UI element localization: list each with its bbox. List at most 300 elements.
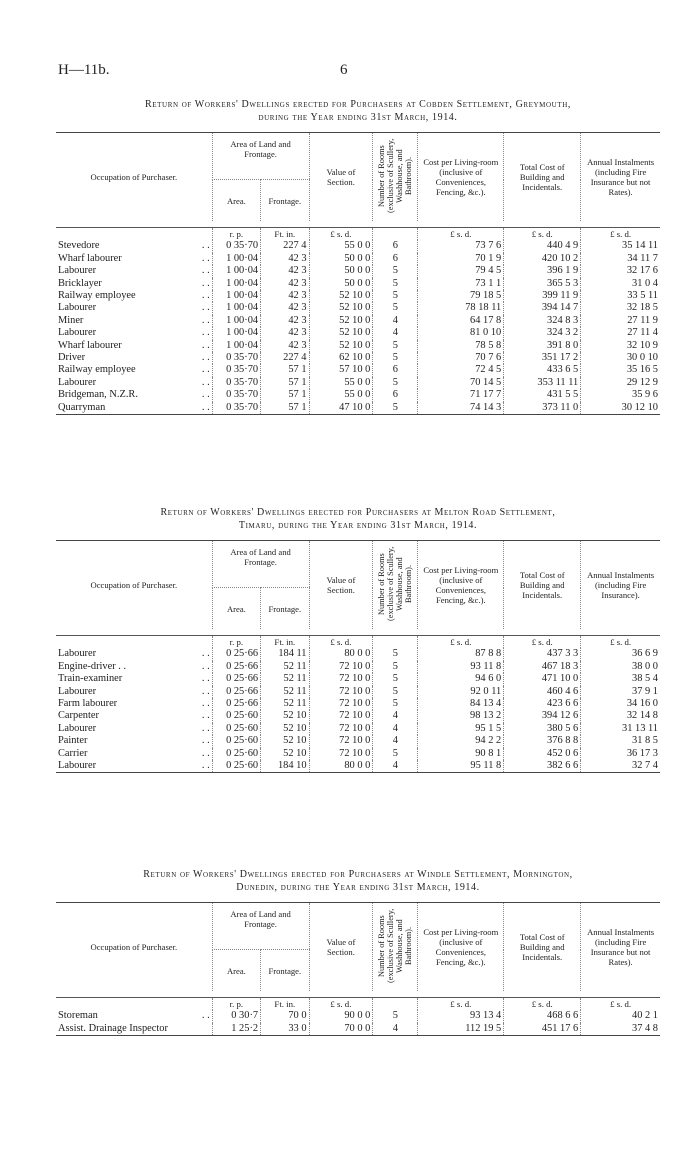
cell: 423 6 6 (504, 698, 581, 710)
cell: 81 0 10 (418, 327, 504, 339)
cell: 391 8 0 (504, 340, 581, 352)
cell: 6 (373, 240, 418, 252)
cell: 30 0 10 (581, 352, 660, 364)
total-header: Total Cost of Building and Incidentals. (504, 133, 581, 222)
cell: 52 11 (261, 661, 309, 673)
total-header: Total Cost of Building and Incidentals. (504, 903, 581, 992)
cell: 72 4 5 (418, 364, 504, 376)
unit-annual: £ s. d. (581, 228, 660, 241)
cell: 5 (373, 661, 418, 673)
unit-value: £ s. d. (309, 636, 373, 649)
cell: 1 00·04 (212, 253, 260, 265)
unit-frontage: Ft. in. (261, 228, 309, 241)
cell: 80 0 0 (309, 760, 373, 773)
cell: 33 0 (261, 1023, 309, 1036)
cell: 437 3 3 (504, 648, 581, 660)
cell: . . (201, 735, 210, 747)
cell: . . (201, 339, 210, 351)
cell: Labourer (58, 376, 97, 388)
cell: 5 (373, 377, 418, 389)
cell: 365 5 3 (504, 278, 581, 290)
return-section-2 (56, 506, 660, 773)
cell: Labourer (58, 327, 97, 339)
unit-annual: £ s. d. (581, 636, 660, 649)
cell: Labourer (58, 648, 97, 660)
table-row (56, 661, 660, 673)
unit-area: r. p. (212, 228, 260, 241)
rooms-header: Number of Rooms (exclusive of Scullery, Washhouse, and Bathroom). (377, 138, 414, 214)
cell: 34 16 0 (581, 698, 660, 710)
return-section-3 (56, 868, 660, 1036)
rooms-header: Number of Rooms (exclusive of Scullery, Washhouse, and Bathroom). (377, 546, 414, 622)
cell: 227 4 (261, 352, 309, 364)
cell: 5 (373, 352, 418, 364)
unit-total: £ s. d. (504, 636, 581, 649)
cell: 1 00·04 (212, 265, 260, 277)
cell: 227 4 (261, 240, 309, 252)
cell: 376 8 8 (504, 735, 581, 747)
cell: 324 3 2 (504, 327, 581, 339)
cell: Storeman (58, 1010, 98, 1022)
cell: 37 9 1 (581, 686, 660, 698)
total-header: Total Cost of Building and Incidentals. (504, 541, 581, 630)
cell: 72 10 0 (309, 661, 373, 673)
cell: 73 1 1 (418, 278, 504, 290)
cell: Labourer (58, 722, 97, 734)
frontage-header: Frontage. (261, 180, 309, 222)
cell: 57 1 (261, 402, 309, 415)
cell: 52 10 0 (309, 315, 373, 327)
area-header: Area. (212, 180, 260, 222)
cell: 35 9 6 (581, 389, 660, 401)
cell: 0 25·66 (212, 698, 260, 710)
table-row (56, 278, 660, 290)
cell: 73 7 6 (418, 240, 504, 252)
cell: 72 10 0 (309, 686, 373, 698)
cell: 399 11 9 (504, 290, 581, 302)
cell: 52 11 (261, 698, 309, 710)
unit-frontage: Ft. in. (261, 636, 309, 649)
section-title: Return of Workers' Dwellings erected for Purchasers at Cobden Settlement, Greymouth, during the Year ending 31st March, 1914. (145, 99, 571, 123)
page-code: H—11b. (58, 62, 110, 78)
table-row (56, 648, 660, 660)
cell: . . (197, 402, 212, 415)
cell: 30 12 10 (581, 402, 660, 415)
cell: 52 10 (261, 748, 309, 760)
cell: . . (201, 277, 210, 289)
annual-header: Annual Instalments (including Fire Insurance). (581, 541, 660, 630)
unit-area: r. p. (212, 998, 260, 1011)
cell: Railway employee (58, 364, 136, 376)
cell: 52 10 (261, 710, 309, 722)
cell: 0 25·60 (212, 735, 260, 747)
table-row (56, 364, 660, 376)
table-row (56, 723, 660, 735)
cell: 184 10 (261, 760, 309, 773)
cell: 42 3 (261, 327, 309, 339)
cell: Carrier (58, 747, 88, 759)
cell: 70 0 (261, 1010, 309, 1022)
cell: 31 0 4 (581, 278, 660, 290)
unit-value: £ s. d. (309, 228, 373, 241)
cell: 460 4 6 (504, 686, 581, 698)
cell (197, 1023, 212, 1036)
return-table (56, 902, 660, 1036)
cell: 440 4 9 (504, 240, 581, 252)
cell: . . (201, 376, 210, 388)
cell: 471 10 0 (504, 673, 581, 685)
table-row (56, 377, 660, 389)
cell: Miner (58, 314, 84, 326)
cell: 52 10 (261, 735, 309, 747)
cell: 50 0 0 (309, 253, 373, 265)
cell: 87 8 8 (418, 648, 504, 660)
unit-cost: £ s. d. (418, 636, 504, 649)
page-number: 6 (340, 62, 348, 78)
cell: 452 0 6 (504, 748, 581, 760)
cell: 42 3 (261, 265, 309, 277)
cell: 324 8 3 (504, 315, 581, 327)
cell: 62 10 0 (309, 352, 373, 364)
cell: . . (201, 660, 210, 672)
cell: 55 0 0 (309, 377, 373, 389)
table-row (56, 760, 660, 773)
cell: . . (201, 722, 210, 734)
cell: 29 12 9 (581, 377, 660, 389)
cell: 1 00·04 (212, 315, 260, 327)
cell: 90 8 1 (418, 748, 504, 760)
cell: 0 25·60 (212, 760, 260, 773)
table-row (56, 748, 660, 760)
cell: 27 11 4 (581, 327, 660, 339)
cell: 90 0 0 (309, 1010, 373, 1022)
cell: 94 2 2 (418, 735, 504, 747)
cell: Labourer (58, 685, 97, 697)
cell: . . (201, 252, 210, 264)
cell: 57 10 0 (309, 364, 373, 376)
cell: 94 6 0 (418, 673, 504, 685)
table-row (56, 1010, 660, 1022)
cell: 5 (373, 686, 418, 698)
table-row (56, 710, 660, 722)
annual-header: Annual Instalments (including Fire Insurance but not Rates). (581, 133, 660, 222)
cell: 35 14 11 (581, 240, 660, 252)
cell: 5 (373, 648, 418, 660)
cell: 4 (373, 1023, 418, 1036)
cell: 4 (373, 710, 418, 722)
table-row (56, 673, 660, 685)
land-header: Area of Land and Frontage. (212, 541, 309, 588)
cell: 52 10 0 (309, 302, 373, 314)
cell: 95 11 8 (418, 760, 504, 773)
table-row (56, 253, 660, 265)
cell: 5 (373, 673, 418, 685)
cell: Railway employee (58, 290, 136, 302)
cell: 6 (373, 364, 418, 376)
table-row (56, 240, 660, 252)
cell: 42 3 (261, 315, 309, 327)
cell: 0 35·70 (212, 402, 260, 415)
cell: . . (201, 265, 210, 277)
cell: 0 25·66 (212, 673, 260, 685)
table-row (56, 352, 660, 364)
cell: 70 1 9 (418, 253, 504, 265)
cell: 0 35·70 (212, 240, 260, 252)
frontage-header: Frontage. (261, 588, 309, 630)
cell: . . (201, 240, 210, 252)
cell: 52 10 0 (309, 340, 373, 352)
section-title: Return of Workers' Dwellings erected for Purchasers at Windle Settlement, Mornington, Dunedin, during the Year ending 31st March, 1914. (143, 869, 573, 893)
cell: 57 1 (261, 389, 309, 401)
cell: 98 13 2 (418, 710, 504, 722)
cell: 4 (373, 315, 418, 327)
cell: 1 00·04 (212, 278, 260, 290)
cell: 32 7 4 (581, 760, 660, 773)
cell: . . (201, 314, 210, 326)
cell: 80 0 0 (309, 648, 373, 660)
cell: . . (201, 302, 210, 314)
unit-total: £ s. d. (504, 998, 581, 1011)
cell: 4 (373, 723, 418, 735)
cell: 93 11 8 (418, 661, 504, 673)
rooms-header: Number of Rooms (exclusive of Scullery, Washhouse, and Bathroom). (377, 908, 414, 984)
cell: . . (201, 290, 210, 302)
cell: . . (201, 389, 210, 401)
cell: 47 10 0 (309, 402, 373, 415)
cell: 79 18 5 (418, 290, 504, 302)
return-table (56, 540, 660, 773)
cell: . . (201, 747, 210, 759)
cell: 31 13 11 (581, 723, 660, 735)
table-row (56, 315, 660, 327)
cell: 78 18 11 (418, 302, 504, 314)
cell: 38 5 4 (581, 673, 660, 685)
cell: 5 (373, 302, 418, 314)
cell: 1 00·04 (212, 290, 260, 302)
cell: 36 6 9 (581, 648, 660, 660)
cell: 36 17 3 (581, 748, 660, 760)
cell: Painter (58, 735, 88, 747)
cell: 451 17 6 (504, 1023, 581, 1036)
cell: 6 (373, 253, 418, 265)
cell: 50 0 0 (309, 265, 373, 277)
occupation-header: Occupation of Purchaser. (90, 172, 178, 182)
cell: 55 0 0 (309, 240, 373, 252)
cell: 72 10 0 (309, 698, 373, 710)
cell: 184 11 (261, 648, 309, 660)
cell: 31 8 5 (581, 735, 660, 747)
cell: . . (201, 673, 210, 685)
cell: 420 10 2 (504, 253, 581, 265)
cell: 70 7 6 (418, 352, 504, 364)
cell: Engine-driver . . (58, 660, 127, 672)
cell: 95 1 5 (418, 723, 504, 735)
cell: 33 5 11 (581, 290, 660, 302)
area-header: Area. (212, 588, 260, 630)
cost-header: Cost per Living-room (inclusive of Conveniences, Fencing, &c.). (418, 903, 504, 992)
occupation-header: Occupation of Purchaser. (90, 942, 178, 952)
cell: Bridgeman, N.Z.R. (58, 389, 138, 401)
value-header: Value of Section. (309, 903, 373, 992)
cell: 5 (373, 290, 418, 302)
cell: . . (201, 364, 210, 376)
cell: 5 (373, 278, 418, 290)
cell: 72 10 0 (309, 710, 373, 722)
cell: Farm labourer (58, 698, 118, 710)
table-row (56, 686, 660, 698)
cell: 72 10 0 (309, 673, 373, 685)
cell: Carpenter (58, 710, 99, 722)
cell: 380 5 6 (504, 723, 581, 735)
cell: 42 3 (261, 290, 309, 302)
cell: 1 00·04 (212, 340, 260, 352)
cell: 93 13 4 (418, 1010, 504, 1022)
table-row (56, 327, 660, 339)
cell: 42 3 (261, 340, 309, 352)
cell: . . (201, 352, 210, 364)
cell: 42 3 (261, 302, 309, 314)
cell: 4 (373, 735, 418, 747)
cell: 42 3 (261, 253, 309, 265)
cell: 38 0 0 (581, 661, 660, 673)
cell: 5 (373, 402, 418, 415)
cell: . . (197, 760, 212, 773)
cell: 5 (373, 340, 418, 352)
cell: 6 (373, 389, 418, 401)
cell: 394 12 6 (504, 710, 581, 722)
cell: 5 (373, 265, 418, 277)
cell: 74 14 3 (418, 402, 504, 415)
cell: 32 10 9 (581, 340, 660, 352)
cell: 0 25·60 (212, 723, 260, 735)
cell: 0 35·70 (212, 377, 260, 389)
cell: 433 6 5 (504, 364, 581, 376)
cell: 396 1 9 (504, 265, 581, 277)
cell: . . (201, 327, 210, 339)
cell: 1 25·2 (212, 1023, 260, 1036)
annual-header: Annual Instalments (including Fire Insurance but not Rates). (581, 903, 660, 992)
cell: 52 10 0 (309, 290, 373, 302)
frontage-header: Frontage. (261, 950, 309, 992)
cell: 70 14 5 (418, 377, 504, 389)
cell: 4 (373, 760, 418, 773)
cell: 351 17 2 (504, 352, 581, 364)
cell: 0 25·60 (212, 710, 260, 722)
table-row (56, 290, 660, 302)
table-row (56, 302, 660, 314)
cell: 0 25·60 (212, 748, 260, 760)
cell: 52 11 (261, 673, 309, 685)
cell: 84 13 4 (418, 698, 504, 710)
cost-header: Cost per Living-room (inclusive of Conveniences, Fencing, &c.). (418, 133, 504, 222)
land-header: Area of Land and Frontage. (212, 133, 309, 180)
table-row (56, 735, 660, 747)
area-header: Area. (212, 950, 260, 992)
cell: 57 1 (261, 364, 309, 376)
cell: 5 (373, 1010, 418, 1022)
page-header (58, 62, 658, 84)
cell: 0 35·70 (212, 364, 260, 376)
cell: Assist. Drainage Inspector (56, 1023, 197, 1036)
cell: 5 (373, 748, 418, 760)
value-header: Value of Section. (309, 541, 373, 630)
cell: 71 17 7 (418, 389, 504, 401)
cell: Wharf labourer (58, 252, 122, 264)
cell: 382 6 6 (504, 760, 581, 773)
cell: 40 2 1 (581, 1010, 660, 1022)
cell: 52 10 0 (309, 327, 373, 339)
unit-annual: £ s. d. (581, 998, 660, 1011)
cell: Bricklayer (58, 277, 102, 289)
cell: Labourer (58, 302, 97, 314)
cell: 112 19 5 (418, 1023, 504, 1036)
cell: Driver (58, 352, 86, 364)
unit-cost: £ s. d. (418, 228, 504, 241)
cell: . . (201, 685, 210, 697)
unit-value: £ s. d. (309, 998, 373, 1011)
cell: . . (201, 1010, 210, 1022)
cell: 0 35·70 (212, 389, 260, 401)
cell: 467 18 3 (504, 661, 581, 673)
unit-frontage: Ft. in. (261, 998, 309, 1011)
cell: 32 18 5 (581, 302, 660, 314)
cell: 431 5 5 (504, 389, 581, 401)
cell: 50 0 0 (309, 278, 373, 290)
unit-cost: £ s. d. (418, 998, 504, 1011)
unit-area: r. p. (212, 636, 260, 649)
cell: . . (201, 710, 210, 722)
cell: 373 11 0 (504, 402, 581, 415)
cell: Stevedore (58, 240, 100, 252)
cell: 72 10 0 (309, 723, 373, 735)
cell: 72 10 0 (309, 735, 373, 747)
table-row (56, 1023, 660, 1036)
cell: 394 14 7 (504, 302, 581, 314)
cell: Labourer (56, 760, 197, 773)
cell: . . (201, 648, 210, 660)
cell: 468 6 6 (504, 1010, 581, 1022)
cell: 0 25·66 (212, 686, 260, 698)
cell: 353 11 11 (504, 377, 581, 389)
table-row (56, 340, 660, 352)
cell: Wharf labourer (58, 339, 122, 351)
cell: Quarryman (56, 402, 197, 415)
cell: 0 30·7 (212, 1010, 260, 1022)
cell: 72 10 0 (309, 748, 373, 760)
value-header: Value of Section. (309, 133, 373, 222)
cell: 35 16 5 (581, 364, 660, 376)
cell: 0 25·66 (212, 661, 260, 673)
cell: Labourer (58, 265, 97, 277)
unit-total: £ s. d. (504, 228, 581, 241)
cell: 55 0 0 (309, 389, 373, 401)
cell: 0 25·66 (212, 648, 260, 660)
cell: 4 (373, 327, 418, 339)
cell: 37 4 8 (581, 1023, 660, 1036)
cell: 0 35·70 (212, 352, 260, 364)
cell: 27 11 9 (581, 315, 660, 327)
table-row (56, 698, 660, 710)
cell: . . (201, 698, 210, 710)
cell: 78 5 8 (418, 340, 504, 352)
cell: 32 14 8 (581, 710, 660, 722)
cell: 52 11 (261, 686, 309, 698)
cell: 34 11 7 (581, 253, 660, 265)
cell: 1 00·04 (212, 302, 260, 314)
cost-header: Cost per Living-room (inclusive of Conveniences, Fencing, &c.). (418, 541, 504, 630)
cell: 52 10 (261, 723, 309, 735)
cell: 92 0 11 (418, 686, 504, 698)
